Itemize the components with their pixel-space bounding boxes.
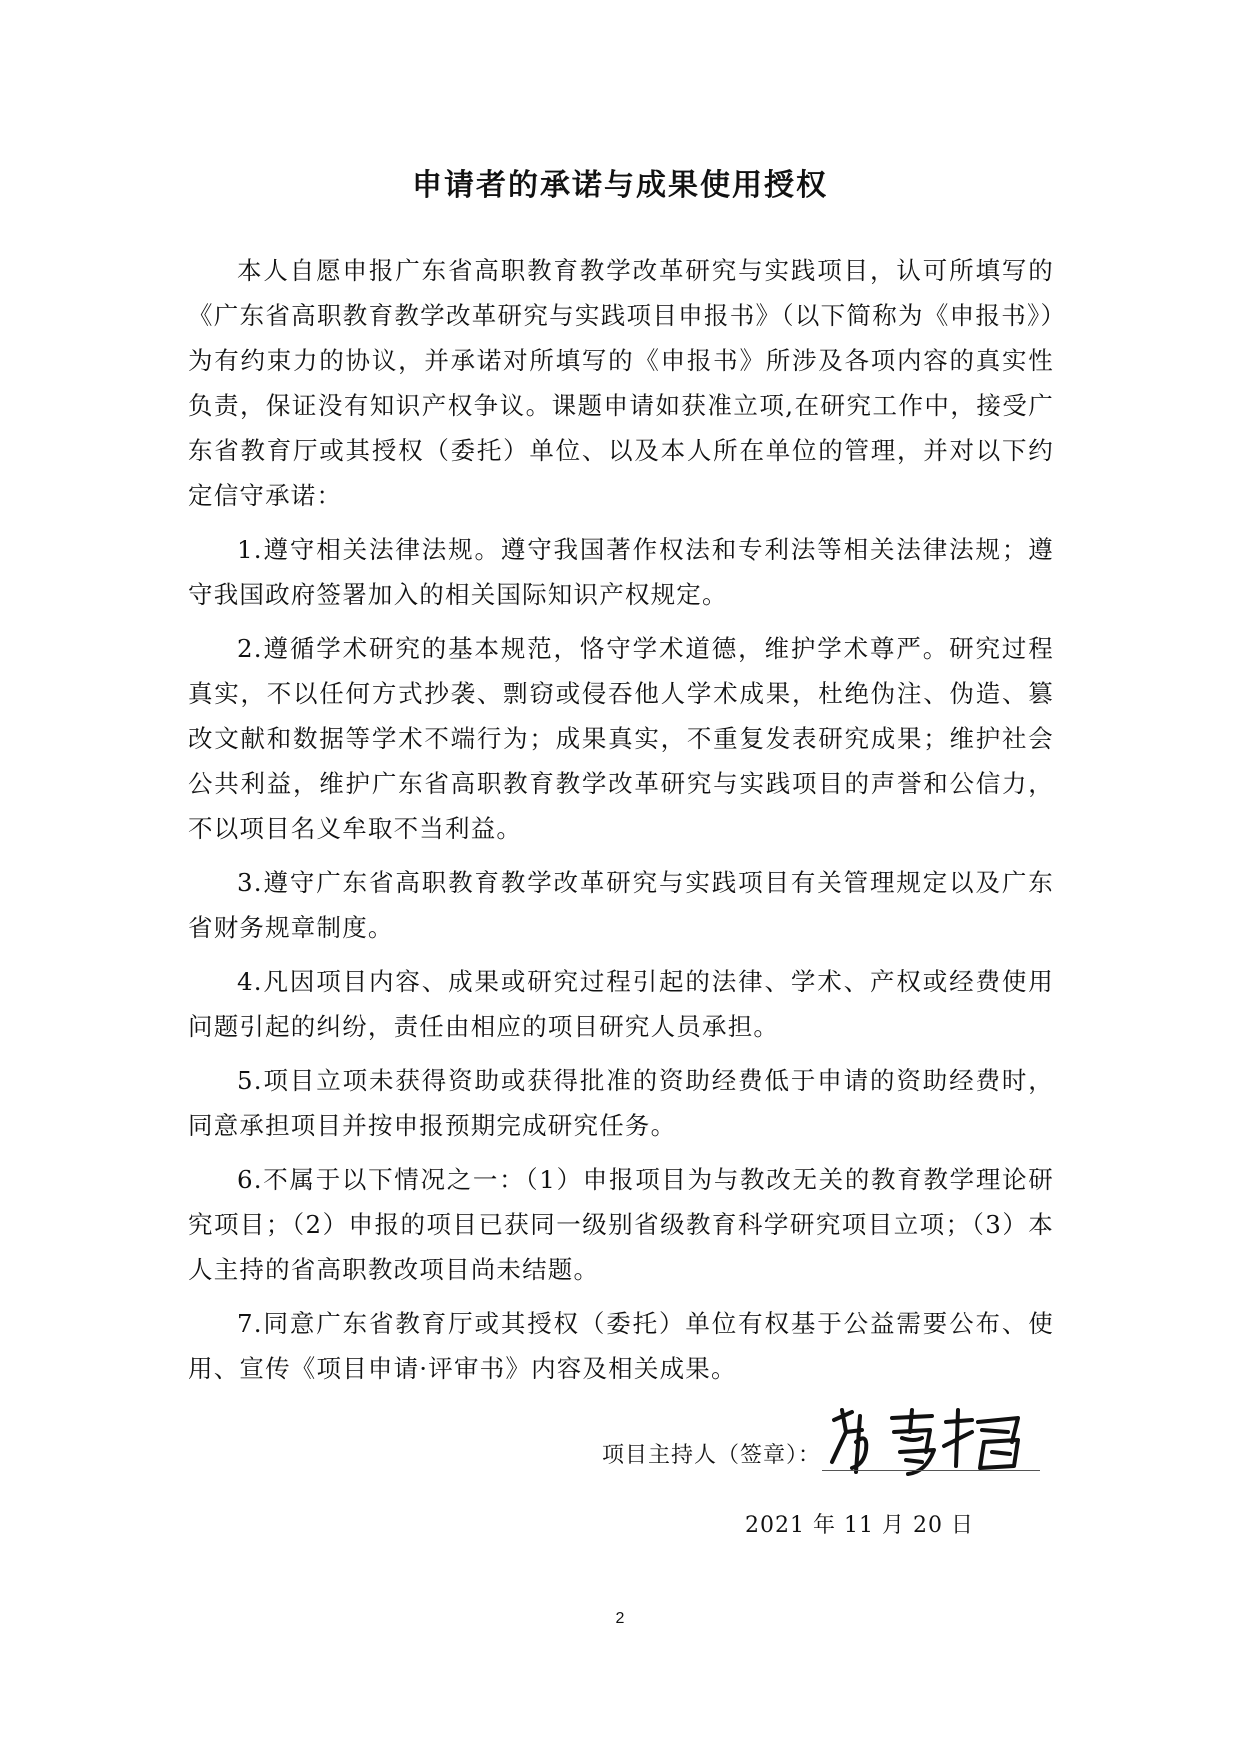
page-number: 2 [615, 1610, 625, 1627]
clause-5: 5.项目立项未获得资助或获得批准的资助经费低于申请的资助经费时，同意承担项目并按申报预期完成研究任务。 [188, 1066, 1054, 1140]
signature-label: 项目主持人（签章）： [602, 1443, 822, 1468]
clause-7: 7.同意广东省教育厅或其授权（委托）单位有权基于公益需要公布、使用、宣传《项目申请·评审书》内容及相关成果。 [188, 1309, 1054, 1383]
signature-block [600, 1410, 1060, 1480]
page-title: 申请者的承诺与成果使用授权 [412, 168, 828, 203]
clause-3: 3.遵守广东省高职教育教学改革研究与实践项目有关管理规定以及广东省财务规章制度。 [188, 868, 1054, 942]
clause-1: 1.遵守相关法律法规。遵守我国著作权法和专利法等相关法律法规；遵守我国政府签署加入的相关国际知识产权规定。 [188, 535, 1054, 609]
intro-paragraph: 本人自愿申报广东省高职教育教学改革研究与实践项目，认可所填写的《广东省高职教育教学改革研究与实践项目申报书》（以下简称为《申报书》）为有约束力的协议，并承诺对所填写的《申报书》所涉及各项内容的真实性负责，保证没有知识产权争议。课题申请如获准立项,在研究工作中，接受广东省教育厅或其授权（委托）单位、以及本人所在单位的管理，并对以下约定信守承诺： [188, 256, 1054, 510]
signing-date: 2021 年 11 月 20 日 [745, 1513, 974, 1538]
clause-6: 6.不属于以下情况之一：（1）申报项目为与教改无关的教育教学理论研究项目；（2）申报的项目已获同一级别省级教育科学研究项目立项；（3）本人主持的省高职教改项目尚未结题。 [188, 1165, 1054, 1284]
clause-2: 2.遵循学术研究的基本规范，恪守学术道德，维护学术尊严。研究过程真实，不以任何方式抄袭、剽窃或侵吞他人学术成果，杜绝伪注、伪造、篡改文献和数据等学术不端行为；成果真实，不重复发表研究成果；维护社会公共利益，维护广东省高职教育教学改革研究与实践项目的声誉和公信力，不以项目名义牟取不当利益。 [188, 634, 1054, 843]
commitment-body [188, 248, 1054, 1400]
clause-4: 4.凡因项目内容、成果或研究过程引起的法律、学术、产权或经费使用问题引起的纠纷，责任由相应的项目研究人员承担。 [188, 967, 1054, 1041]
signature-line [822, 1470, 1040, 1471]
